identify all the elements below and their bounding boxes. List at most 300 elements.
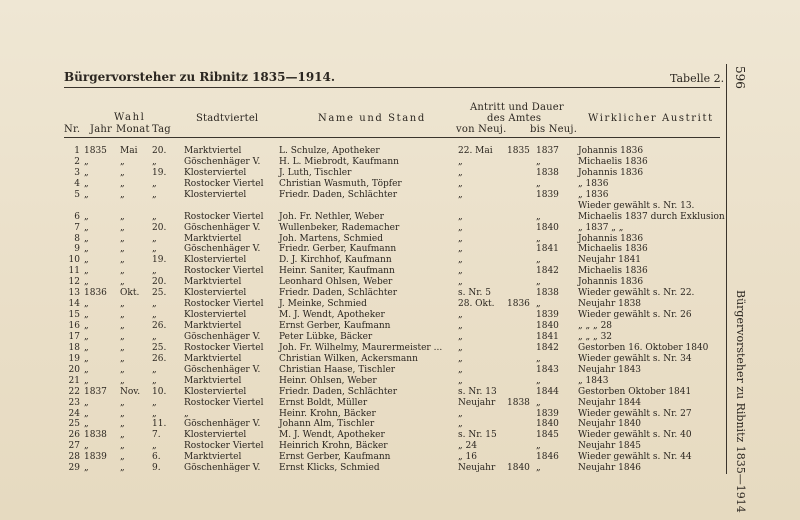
table-row <box>0 354 800 365</box>
row-bis-neuj: „ <box>536 156 541 167</box>
row-antritt-jahr: 1835 <box>507 146 530 156</box>
table-row <box>0 430 800 441</box>
row-nr: 26 <box>68 430 80 441</box>
table-row <box>0 409 800 420</box>
table-row <box>0 365 800 376</box>
row-austritt: Michaelis 1836 <box>578 244 648 255</box>
table-row <box>0 463 800 474</box>
row-monat: „ <box>120 353 125 364</box>
header-antritt-line2: des Amtes <box>487 113 542 124</box>
row-monat: „ <box>120 189 125 200</box>
row-bis-neuj: 1837 <box>536 146 559 156</box>
row-monat: „ <box>120 375 125 386</box>
row-austritt: Neujahr 1845 <box>578 441 642 452</box>
row-jahr: „ <box>84 222 89 233</box>
row-bis-neuj: „ <box>536 211 541 222</box>
row-stadtviertel: Rostocker Viertel <box>184 266 264 277</box>
row-austritt: Johannis 1836 <box>578 233 644 244</box>
row-nr: 14 <box>68 299 80 310</box>
row-name-und-stand: Friedr. Gerber, Kaufmann <box>279 244 397 255</box>
row-antritt: „ <box>458 321 463 331</box>
row-stadtviertel: Göschenhäger V. <box>184 222 261 233</box>
row-jahr: „ <box>84 255 89 266</box>
row-name-und-stand: H. L. Miebrodt, Kaufmann <box>279 156 399 167</box>
row-stadtviertel: Marktviertel <box>184 321 242 331</box>
row-bis-neuj: „ <box>536 397 541 408</box>
row-tag: 20. <box>152 222 167 233</box>
row-jahr: 1835 <box>84 146 107 156</box>
row-antritt: 28. Okt. <box>458 299 495 310</box>
row-antritt: „ <box>458 255 463 266</box>
row-jahr: „ <box>84 397 89 408</box>
table-row <box>0 168 800 179</box>
row-monat: „ <box>120 419 125 430</box>
row-tag: 7. <box>152 430 161 441</box>
row-bis-neuj: 1843 <box>536 364 559 375</box>
row-name-und-stand: M. J. Wendt, Apotheker <box>279 310 385 321</box>
row-monat: „ <box>120 211 125 222</box>
row-name-und-stand: Ernst Klicks, Schmied <box>279 463 380 474</box>
header-jahr: Jahr <box>90 124 112 135</box>
row-stadtviertel: Rostocker Viertel <box>184 299 264 310</box>
row-austritt: Wieder gewählt s. Nr. 44 <box>578 452 692 463</box>
row-bis-neuj: 1845 <box>536 430 559 441</box>
row-monat: „ <box>120 430 125 441</box>
row-name-und-stand: J. Luth, Tischler <box>279 167 352 178</box>
row-antritt-jahr: 1840 <box>507 463 530 474</box>
row-bis-neuj: 1846 <box>536 452 559 463</box>
row-nr: 18 <box>68 342 80 353</box>
row-bis-neuj: „ <box>536 178 541 189</box>
row-bis-neuj: „ <box>536 441 541 452</box>
row-antritt: „ <box>458 353 463 364</box>
table-row <box>0 299 800 310</box>
row-monat: „ <box>120 167 125 178</box>
row-antritt: „ <box>458 408 463 419</box>
row-name-und-stand: Wullenbeker, Rademacher <box>279 222 400 233</box>
row-tag: „ <box>152 364 157 375</box>
row-austritt: Wieder gewählt s. Nr. 27 <box>578 408 692 419</box>
table-row <box>0 157 800 168</box>
row-austritt: Johannis 1836 <box>578 277 644 288</box>
row-austritt: Michaelis 1836 <box>578 156 648 167</box>
row-name-und-stand: Johann Alm, Tischler <box>279 419 375 430</box>
row-name-und-stand: Peter Lübke, Bäcker <box>279 331 373 342</box>
header-stadtviertel: Stadtviertel <box>196 113 259 124</box>
page-number: 596 <box>733 66 747 89</box>
row-nr: 10 <box>68 255 80 266</box>
header-top-rule <box>64 87 720 88</box>
row-antritt: „ <box>458 211 463 222</box>
row-monat: „ <box>120 342 125 353</box>
row-tag: 25. <box>152 342 167 353</box>
row-austritt: Neujahr 1846 <box>578 463 642 474</box>
row-antritt: „ <box>458 222 463 233</box>
row-name-und-stand: Christian Wilken, Ackersmann <box>279 353 418 364</box>
row-name-und-stand: Joh. Fr. Nethler, Weber <box>279 211 384 222</box>
row-antritt: „ <box>458 156 463 167</box>
row-antritt: „ 16 <box>458 452 477 463</box>
row-austritt: „ 1836 <box>578 178 609 189</box>
row-bis-neuj: 1839 <box>536 408 559 419</box>
row-stadtviertel: Klosterviertel <box>184 310 247 321</box>
row-monat: „ <box>120 299 125 310</box>
table-row <box>0 212 800 223</box>
row-name-und-stand: Ernst Gerber, Kaufmann <box>279 321 391 331</box>
row-monat: „ <box>120 463 125 474</box>
row-tag: „ <box>152 408 157 419</box>
row-antritt: „ <box>458 189 463 200</box>
row-monat: „ <box>120 277 125 288</box>
row-stadtviertel: Marktviertel <box>184 146 242 156</box>
row-stadtviertel: Göschenhäger V. <box>184 244 261 255</box>
row-stadtviertel: Marktviertel <box>184 353 242 364</box>
row-bis-neuj: „ <box>536 277 541 288</box>
row-jahr: „ <box>84 167 89 178</box>
row-monat: Okt. <box>120 288 140 299</box>
row-bis-neuj: 1842 <box>536 266 559 277</box>
row-tag: 9. <box>152 463 161 474</box>
row-antritt: „ <box>458 178 463 189</box>
row-tag: 25. <box>152 288 167 299</box>
table-row <box>0 190 800 201</box>
table-row <box>0 266 800 277</box>
row-tag: 11. <box>152 419 167 430</box>
header-bottom-rule <box>64 137 720 138</box>
row-name-und-stand: Joh. Fr. Wilhelmy, Maurermeister ... <box>279 342 443 353</box>
table-row <box>0 201 800 212</box>
row-stadtviertel: Rostocker Viertel <box>184 211 264 222</box>
row-monat: „ <box>120 266 125 277</box>
row-name-und-stand: Heinr. Ohlsen, Weber <box>279 375 377 386</box>
row-monat: „ <box>120 178 125 189</box>
row-stadtviertel: Marktviertel <box>184 375 242 386</box>
row-stadtviertel: Klosterviertel <box>184 255 247 266</box>
table-row <box>0 387 800 398</box>
row-nr: 11 <box>68 266 80 277</box>
row-austritt: „ „ „ 32 <box>578 331 613 342</box>
row-name-und-stand: L. Schulze, Apotheker <box>279 146 380 156</box>
row-nr: 27 <box>68 441 80 452</box>
row-austritt: Neujahr 1838 <box>578 299 642 310</box>
row-monat: „ <box>120 321 125 331</box>
row-jahr: „ <box>84 408 89 419</box>
table-row <box>0 452 800 463</box>
row-antritt-jahr: 1836 <box>507 299 530 310</box>
row-bis-neuj: 1840 <box>536 321 559 331</box>
row-tag: „ <box>152 189 157 200</box>
row-name-und-stand: Heinrich Krohn, Bäcker <box>279 441 388 452</box>
row-stadtviertel: Rostocker Viertel <box>184 178 264 189</box>
row-jahr: „ <box>84 244 89 255</box>
row-name-und-stand: Christian Wasmuth, Töpfer <box>279 178 402 189</box>
row-nr: 29 <box>68 463 80 474</box>
header-von-neuj: von Neuj. <box>456 124 507 135</box>
table-body <box>0 146 800 474</box>
row-nr: 19 <box>68 353 80 364</box>
row-bis-neuj: „ <box>536 299 541 310</box>
row-austritt: Michaelis 1836 <box>578 266 648 277</box>
row-antritt: „ <box>458 266 463 277</box>
row-stadtviertel: Klosterviertel <box>184 167 247 178</box>
row-stadtviertel: Göschenhäger V. <box>184 156 261 167</box>
header-tag: Tag <box>152 124 171 135</box>
row-bis-neuj: „ <box>536 375 541 386</box>
row-stadtviertel: Marktviertel <box>184 277 242 288</box>
row-name-und-stand: Heinr. Saniter, Kaufmann <box>279 266 395 277</box>
header-antritt-line1: Antritt und Dauer <box>470 102 564 113</box>
row-austritt: Wieder gewählt s. Nr. 22. <box>578 288 695 299</box>
table-row <box>0 441 800 452</box>
row-nr: 16 <box>68 321 80 331</box>
row-bis-neuj: „ <box>536 353 541 364</box>
row-monat: „ <box>120 331 125 342</box>
row-austritt: Michaelis 1837 durch Exklusion <box>578 211 725 222</box>
row-tag: „ <box>152 299 157 310</box>
row-antritt: Neujahr <box>458 397 496 408</box>
row-monat: „ <box>120 255 125 266</box>
row-tag: 19. <box>152 255 167 266</box>
row-stadtviertel: Rostocker Viertel <box>184 397 264 408</box>
table-row <box>0 179 800 190</box>
row-name-und-stand: J. Meinke, Schmied <box>279 299 367 310</box>
row-austritt: „ „ „ 28 <box>578 321 613 331</box>
row-name-und-stand: Friedr. Daden, Schlächter <box>279 386 398 397</box>
row-stadtviertel: Klosterviertel <box>184 189 247 200</box>
row-austritt: Neujahr 1844 <box>578 397 642 408</box>
row-monat: „ <box>120 156 125 167</box>
row-tag: „ <box>152 233 157 244</box>
row-name-und-stand: Friedr. Daden, Schlächter <box>279 189 398 200</box>
row-stadtviertel: Göschenhäger V. <box>184 463 261 474</box>
row-stadtviertel: Klosterviertel <box>184 386 247 397</box>
row-nr: 23 <box>68 397 80 408</box>
row-nr: 24 <box>68 408 80 419</box>
header-nr: Nr. <box>64 124 81 135</box>
row-name-und-stand: D. J. Kirchhof, Kaufmann <box>279 255 392 266</box>
row-antritt: „ <box>458 331 463 342</box>
page-title: Bürgervorsteher zu Ribnitz 1835—1914. <box>64 70 336 84</box>
row-nr: 20 <box>68 364 80 375</box>
table-label: Tabelle 2. <box>670 72 725 85</box>
row-jahr: „ <box>84 375 89 386</box>
row-antritt: s. Nr. 15 <box>458 430 497 441</box>
table-row <box>0 321 800 332</box>
row-antritt: 22. Mai <box>458 146 493 156</box>
row-jahr: „ <box>84 189 89 200</box>
header-bis-neuj: bis Neuj. <box>530 124 578 135</box>
row-austritt: Gestorben 16. Oktober 1840 <box>578 342 709 353</box>
header-wahl: Wahl <box>114 112 146 123</box>
row-nr: 21 <box>68 375 80 386</box>
row-name-und-stand: Joh. Martens, Schmied <box>279 233 384 244</box>
row-jahr: „ <box>84 463 89 474</box>
row-antritt: „ <box>458 375 463 386</box>
row-jahr: „ <box>84 211 89 222</box>
row-monat: Mai <box>120 146 138 156</box>
row-nr: 5 <box>74 189 80 200</box>
row-austritt: Neujahr 1840 <box>578 419 642 430</box>
row-stadtviertel: Göschenhäger V. <box>184 331 261 342</box>
row-antritt: s. Nr. 13 <box>458 386 497 397</box>
row-antritt-jahr: 1838 <box>507 397 530 408</box>
row-monat: „ <box>120 408 125 419</box>
row-jahr: „ <box>84 233 89 244</box>
row-jahr: „ <box>84 441 89 452</box>
page-number-box <box>733 66 747 96</box>
row-monat: „ <box>120 441 125 452</box>
row-jahr: 1839 <box>84 452 107 463</box>
row-austritt: „ 1837 „ „ <box>578 222 624 233</box>
row-jahr: „ <box>84 331 89 342</box>
row-tag: „ <box>152 375 157 386</box>
row-austritt: Neujahr 1843 <box>578 364 642 375</box>
row-jahr: „ <box>84 156 89 167</box>
row-monat: „ <box>120 310 125 321</box>
row-nr: 1 <box>74 146 80 156</box>
row-austritt: Neujahr 1841 <box>578 255 642 266</box>
row-bis-neuj: 1844 <box>536 386 559 397</box>
row-nr: 3 <box>74 167 80 178</box>
row-nr: 12 <box>68 277 80 288</box>
row-name-und-stand: Ernst Boldt, Müller <box>279 397 368 408</box>
row-tag: „ <box>152 266 157 277</box>
row-austritt: Wieder gewählt s. Nr. 34 <box>578 353 692 364</box>
row-jahr: 1836 <box>84 288 107 299</box>
row-antritt: s. Nr. 5 <box>458 288 491 299</box>
row-austritt: „ 1836 <box>578 189 609 200</box>
row-stadtviertel: Marktviertel <box>184 452 242 463</box>
row-bis-neuj: „ <box>536 233 541 244</box>
row-name-und-stand: Leonhard Ohlsen, Weber <box>279 277 393 288</box>
row-antritt: „ <box>458 233 463 244</box>
row-antritt: „ <box>458 244 463 255</box>
row-bis-neuj: „ <box>536 255 541 266</box>
row-jahr: „ <box>84 277 89 288</box>
table-row <box>0 310 800 321</box>
row-nr: 15 <box>68 310 80 321</box>
row-tag: „ <box>152 397 157 408</box>
row-nr: 8 <box>74 233 80 244</box>
row-antritt: „ <box>458 277 463 288</box>
table-row <box>0 244 800 255</box>
row-stadtviertel: Marktviertel <box>184 233 242 244</box>
row-monat: „ <box>120 364 125 375</box>
row-tag: 20. <box>152 277 167 288</box>
table-row <box>0 332 800 343</box>
row-name-und-stand: M. J. Wendt, Apotheker <box>279 430 385 441</box>
row-tag: „ <box>152 211 157 222</box>
table-row <box>0 146 800 157</box>
row-jahr: 1838 <box>84 430 107 441</box>
header-name-und-stand: Name und Stand <box>318 113 426 124</box>
row-nr: 7 <box>74 222 80 233</box>
row-bis-neuj: 1841 <box>536 331 559 342</box>
row-tag: 19. <box>152 167 167 178</box>
row-bis-neuj: „ <box>536 463 541 474</box>
row-bis-neuj: 1840 <box>536 222 559 233</box>
row-stadtviertel: Rostocker Viertel <box>184 441 264 452</box>
table-row <box>0 376 800 387</box>
row-stadtviertel: Klosterviertel <box>184 430 247 441</box>
row-stadtviertel: „ <box>184 408 189 419</box>
header-monat: Monat <box>116 124 150 135</box>
row-bis-neuj: 1840 <box>536 419 559 430</box>
row-tag: 26. <box>152 321 167 331</box>
row-antritt: „ <box>458 342 463 353</box>
row-jahr: „ <box>84 310 89 321</box>
table-row <box>0 255 800 266</box>
row-name-und-stand: Friedr. Daden, Schlächter <box>279 288 398 299</box>
row-stadtviertel: Rostocker Viertel <box>184 342 264 353</box>
row-stadtviertel: Göschenhäger V. <box>184 364 261 375</box>
row-tag: 26. <box>152 353 167 364</box>
row-bis-neuj: 1841 <box>536 244 559 255</box>
row-nr: 2 <box>74 156 80 167</box>
table-row <box>0 234 800 245</box>
row-name-und-stand: Christian Haase, Tischler <box>279 364 396 375</box>
side-title: Bürgervorsteher zu Ribnitz 1835—1914 <box>734 290 747 513</box>
row-nr: 28 <box>68 452 80 463</box>
row-stadtviertel: Klosterviertel <box>184 288 247 299</box>
row-tag: 10. <box>152 386 167 397</box>
row-antritt: „ <box>458 167 463 178</box>
row-bis-neuj: 1839 <box>536 310 559 321</box>
row-tag: „ <box>152 244 157 255</box>
table-row <box>0 343 800 354</box>
row-nr: 13 <box>68 288 80 299</box>
row-nr: 17 <box>68 331 80 342</box>
row-bis-neuj: 1842 <box>536 342 559 353</box>
table-row <box>0 223 800 234</box>
row-antritt: „ <box>458 419 463 430</box>
row-austritt: Wieder gewählt s. Nr. 26 <box>578 310 692 321</box>
row-nr: 6 <box>74 211 80 222</box>
row-nr: 9 <box>74 244 80 255</box>
row-monat: „ <box>120 397 125 408</box>
row-nr: 25 <box>68 419 80 430</box>
row-tag: „ <box>152 441 157 452</box>
row-tag: 20. <box>152 146 167 156</box>
row-antritt: „ 24 <box>458 441 477 452</box>
table-row <box>0 398 800 409</box>
row-antritt: „ <box>458 310 463 321</box>
table-row <box>0 288 800 299</box>
row-austritt: Gestorben Oktober 1841 <box>578 386 692 397</box>
row-tag: „ <box>152 310 157 321</box>
row-jahr: „ <box>84 342 89 353</box>
row-tag: „ <box>152 178 157 189</box>
row-bis-neuj: 1839 <box>536 189 559 200</box>
row-austritt: Johannis 1836 <box>578 146 644 156</box>
row-jahr: „ <box>84 266 89 277</box>
row-monat: „ <box>120 233 125 244</box>
table-row <box>0 419 800 430</box>
row-austritt: „ 1843 <box>578 375 609 386</box>
row-monat: „ <box>120 244 125 255</box>
row-monat: „ <box>120 452 125 463</box>
row-austritt: Wieder gewählt s. Nr. 40 <box>578 430 692 441</box>
row-name-und-stand: Ernst Gerber, Kaufmann <box>279 452 391 463</box>
row-jahr: „ <box>84 299 89 310</box>
row-jahr: „ <box>84 353 89 364</box>
row-antritt: „ <box>458 364 463 375</box>
row-jahr: „ <box>84 321 89 331</box>
row-austritt: Wieder gewählt s. Nr. 13. <box>578 200 695 211</box>
row-austritt: Johannis 1836 <box>578 167 644 178</box>
row-bis-neuj: 1838 <box>536 167 559 178</box>
row-tag: 6. <box>152 452 161 463</box>
